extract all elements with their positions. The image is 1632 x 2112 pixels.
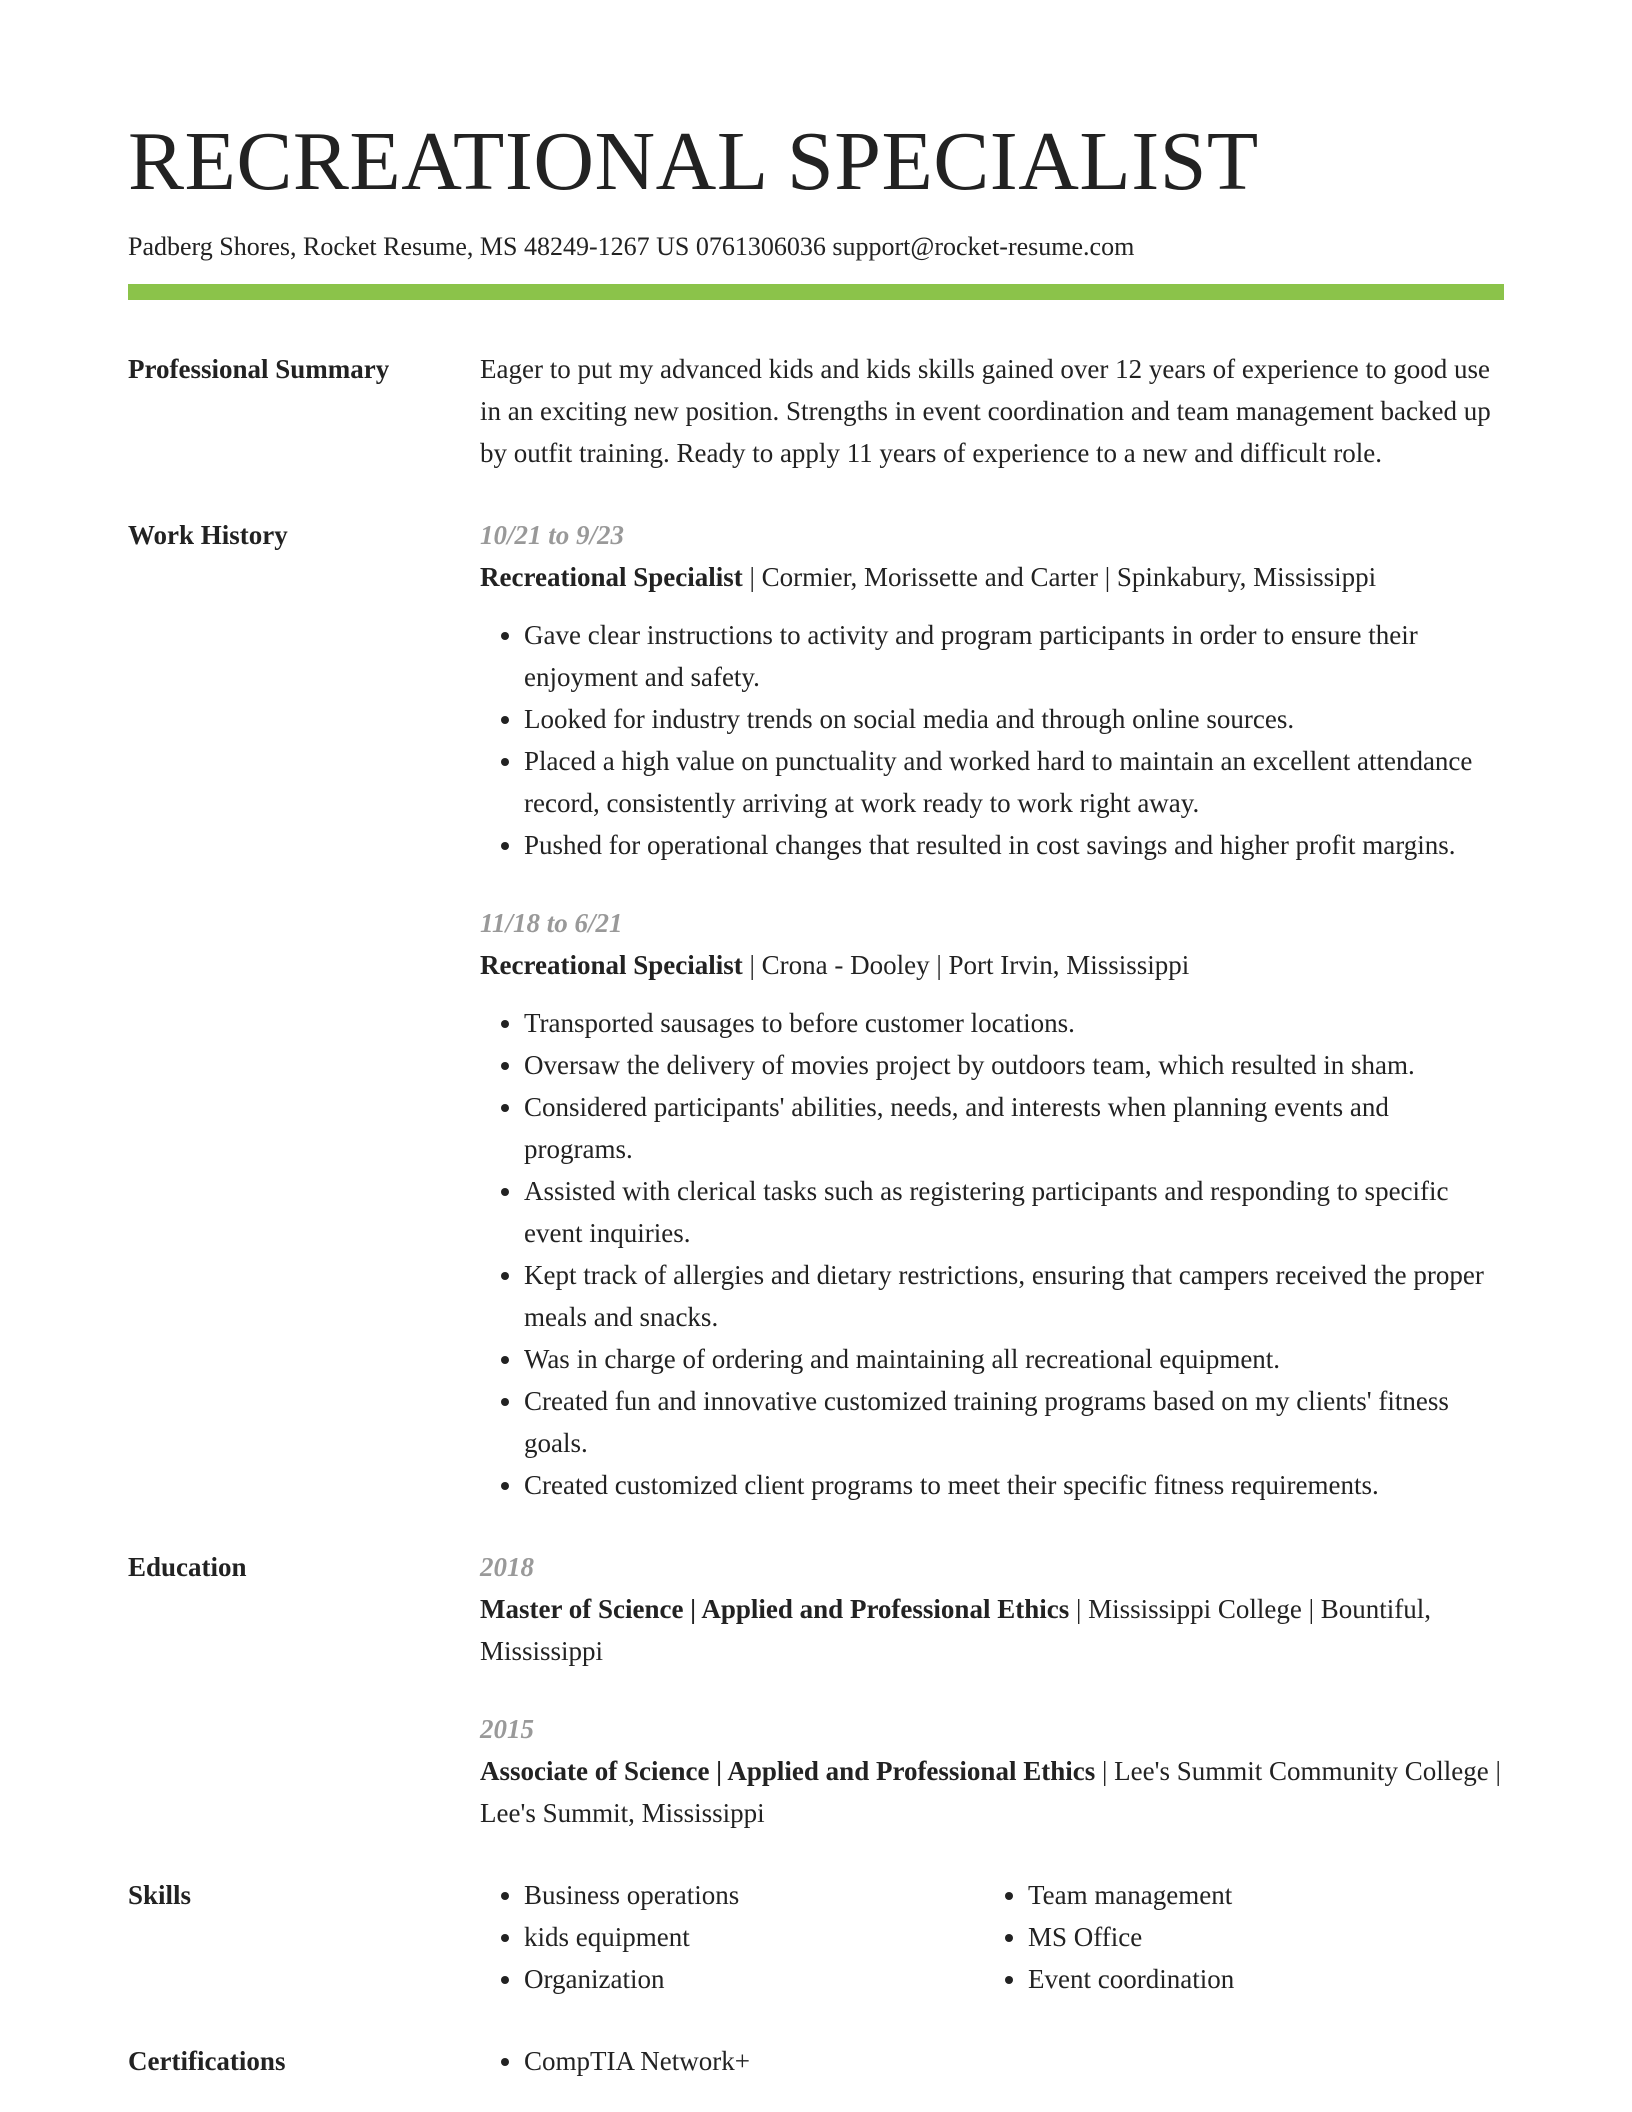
list-item: • Considered participants' abilities, needs, and interests when planning events and programs. — [524, 1086, 1504, 1170]
accent-rule — [128, 284, 1504, 300]
education-line — [480, 1588, 1504, 1672]
section-body — [480, 2040, 1504, 2082]
section-title: Certifications — [128, 2045, 286, 2076]
list-item: • Assisted with clerical tasks such as registering participants and responding to specific event inquiries. — [524, 1170, 1504, 1254]
section-body — [480, 348, 1504, 474]
section-body — [480, 1546, 1504, 1834]
list-item: • Placed a high value on punctuality and worked hard to maintain an excellent attendance record, consistently arriving at work ready to work right away. — [524, 740, 1504, 824]
education-year: 2018 — [480, 1551, 534, 1582]
section-body — [480, 1874, 1504, 2000]
skill-item: • Team management — [1028, 1874, 1488, 1916]
skills-column-right — [984, 1874, 1488, 2000]
section-title: Work History — [128, 519, 288, 550]
section-work-history — [128, 514, 1504, 1506]
education-entry — [480, 1708, 1504, 1834]
job-entry — [480, 514, 1504, 866]
list-item: • Transported sausages to before customer locations. — [524, 1002, 1504, 1044]
job-details: | Crona - Dooley | Port Irvin, Mississippi — [742, 949, 1190, 980]
list-item: • Looked for industry trends on social media and through online sources. — [524, 698, 1504, 740]
list-item: • Oversaw the delivery of movies project by outdoors team, which resulted in sham. — [524, 1044, 1504, 1086]
job-details: | Cormier, Morissette and Carter | Spinkabury, Mississippi — [742, 561, 1377, 592]
degree-title: Master of Science | Applied and Professional Ethics — [480, 1593, 1070, 1624]
section-education — [128, 1546, 1504, 1834]
section-skills — [128, 1874, 1504, 2000]
section-title: Education — [128, 1551, 247, 1582]
education-line — [480, 1750, 1504, 1834]
job-title: Recreational Specialist — [480, 561, 743, 592]
job-dates: 11/18 to 6/21 — [480, 907, 623, 938]
resume-sections — [128, 348, 1504, 2082]
list-item: • Kept track of allergies and dietary restrictions, ensuring that campers received the proper meals and snacks. — [524, 1254, 1504, 1338]
degree-title: Associate of Science | Applied and Professional Ethics — [480, 1755, 1096, 1786]
skill-item: • kids equipment — [524, 1916, 984, 1958]
job-role-line — [480, 944, 1504, 986]
list-item: • Gave clear instructions to activity and program participants in order to ensure their enjoyment and safety. — [524, 614, 1504, 698]
list-item: • Was in charge of ordering and maintaining all recreational equipment. — [524, 1338, 1504, 1380]
list-item: • Pushed for operational changes that resulted in cost savings and higher profit margins. — [524, 824, 1504, 866]
skill-item: • Event coordination — [1028, 1958, 1488, 2000]
education-details: | Mississippi College | Bountiful, Mississippi — [480, 1593, 1432, 1666]
list-item: • Created fun and innovative customized training programs based on my clients' fitness goals. — [524, 1380, 1504, 1464]
job-dates: 10/21 to 9/23 — [480, 519, 625, 550]
section-certifications — [128, 2040, 1504, 2082]
section-body — [480, 514, 1504, 1506]
education-year: 2015 — [480, 1713, 534, 1744]
job-bullets — [480, 1002, 1504, 1506]
summary-text: Eager to put my advanced kids and kids skills gained over 12 years of experience to good use in an exciting new position. Strengths in event coordination and team management backed up by outfit training. Ready to apply 11 years of experience to a new and difficult role. — [480, 353, 1491, 468]
education-details: | Lee's Summit Community College | Lee's Summit, Mississippi — [480, 1755, 1501, 1828]
job-role-line — [480, 556, 1504, 598]
section-title: Skills — [128, 1879, 192, 1910]
skill-item: • MS Office — [1028, 1916, 1488, 1958]
list-item: • Created customized client programs to meet their specific fitness requirements. — [524, 1464, 1504, 1506]
skill-item: • Organization — [524, 1958, 984, 2000]
skill-item: • Business operations — [524, 1874, 984, 1916]
resume-name: RECREATIONAL SPECIALIST — [128, 115, 1259, 208]
section-summary — [128, 348, 1504, 474]
job-bullets — [480, 614, 1504, 866]
section-title: Professional Summary — [128, 353, 390, 384]
skills-grid — [480, 1874, 1504, 2000]
job-entry — [480, 902, 1504, 1506]
contact-line: Padberg Shores, Rocket Resume, MS 48249-1267 US 0761306036 support@rocket-resume.com — [128, 232, 1135, 262]
education-entry — [480, 1546, 1504, 1672]
skills-column-left — [480, 1874, 984, 2000]
certification-item: • CompTIA Network+ — [524, 2040, 1504, 2082]
certifications-list — [480, 2040, 1504, 2082]
job-title: Recreational Specialist — [480, 949, 743, 980]
